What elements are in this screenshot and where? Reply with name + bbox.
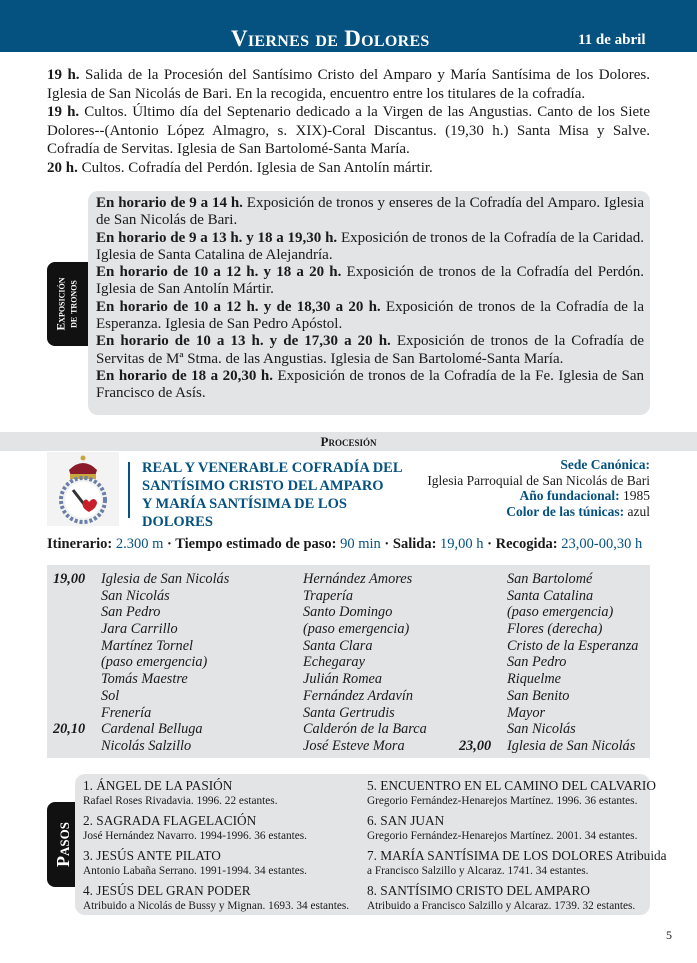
route-row [101,738,229,755]
paso-title: 6. SAN JUAN [367,813,445,828]
cofradia-title [142,459,412,531]
route-row [101,671,229,688]
route-street: Martínez Tornel [101,637,194,654]
route-street: San Benito [507,687,570,704]
tiempo-value: 90 min [336,536,381,552]
exposicion-tab [47,262,88,346]
route-column [459,571,639,755]
route-street: San Nicolás [101,587,170,604]
paso-item [367,778,656,808]
route-street: Nicolás Salzillo [101,737,192,754]
route-row [303,604,427,621]
route-street: Santa Clara [303,637,373,654]
route-street: Calderón de la Barca [303,721,427,738]
route-street: Tomás Maestre [101,671,188,688]
event-item [47,103,650,159]
paso-item [367,848,667,878]
exposicion-item [96,299,644,334]
procesion-band: Procesión [0,432,697,451]
route-row [303,588,427,605]
route-street: Trapería [303,587,354,604]
recogida-label: Recogida: [495,536,558,552]
route-street: Frenería [101,704,152,721]
route-street: San Pedro [507,654,567,671]
exposicion-text: Exposición de tronos de la Cofradía de la Esperanza. Iglesia de San Pedro Apóstol. [96,298,644,333]
route-street: Iglesia de San Nicolás [507,737,636,754]
color-value: azul [624,503,650,519]
paso-detail: Antonio Labaña Serrano. 1991-1994. 34 estantes. [83,865,308,877]
route-row [507,671,638,688]
paso-title: 7. MARÍA SANTÍSIMA DE LOS DOLORES Atribuida [367,848,667,863]
route-row [507,705,638,722]
route-street: Riquelme [507,671,561,688]
route-street: Santa Catalina [507,587,594,604]
exposicion-box [88,191,650,415]
sede-value: Iglesia Parroquial de San Nicolás de Bari [427,472,650,488]
exposicion-hours: En horario de 18 a 20,30 h. [96,367,274,384]
route-row [101,688,229,705]
exposicion-text: Exposición de tronos de la Cofradía del Perdón. Iglesia de San Antolín Mártir. [96,264,644,298]
exposicion-hours: En horario de 10 a 12 h. y de 18,30 a 20 h. [96,298,381,315]
paso-item [83,813,307,843]
route-column [303,571,427,755]
route-row [303,571,427,588]
page-title: Viernes de Dolores [231,26,430,51]
recogida-value: 23,00-00,30 h [557,536,643,552]
page-date: 11 de abril [578,32,646,48]
paso-item [367,883,635,913]
exposicion-hours: En horario de 10 a 12 h. y 18 a 20 h. [96,264,342,281]
paso-title: 1. ÁNGEL DE LA PASIÓN [83,778,233,793]
route-street: Flores (derecha) [507,621,603,638]
route-row [303,705,427,722]
paso-detail: Atribuido a Francisco Salzillo y Alcaraz. 1739. 32 estantes. [367,900,636,912]
route-street: (paso emergencia) [303,621,410,638]
route-street: Iglesia de San Nicolás [101,571,230,587]
paso-title: 8. SANTÍSIMO CRISTO DEL AMPARO [367,883,591,898]
route-street: Santo Domingo [303,604,393,621]
exposicion-item [96,264,644,299]
paso-title: 3. JESÚS ANTE PILATO [83,848,221,863]
event-text: Cultos. Cofradía del Perdón. Iglesia de San Antolín mártir. [77,159,433,176]
separator: · [380,536,393,552]
route-row [507,638,638,655]
event-time: 20 h. [47,159,78,176]
cofradia-emblem [47,452,119,526]
cofradia-title-line: SANTÍSIMO CRISTO DEL AMPARO [142,478,384,494]
route-street: Mayor [507,704,546,721]
route-row [507,721,638,738]
page-number: 5 [666,928,672,942]
exposicion-item [96,333,644,368]
event-time: 19 h. [47,104,80,121]
route-street: José Esteve Mora [303,737,405,754]
route-street: Cristo de la Esperanza [507,637,639,654]
exposicion-item [96,368,644,403]
cofradia-info [427,457,650,519]
route-table [47,565,650,758]
page-header [0,0,697,52]
route-row [303,621,427,638]
route-street: (paso emergencia) [101,654,208,671]
itinerario-value: 2.300 m [112,536,164,552]
exposicion-text: Exposición de tronos y enseres de la Cofradía del Amparo. Iglesia de San Nicolás de Bari. [96,195,645,229]
paso-item [83,848,307,878]
paso-detail: a Francisco Salzillo y Alcaraz. 1741. 34 estantes. [367,865,589,877]
ano-value: 1985 [619,488,650,503]
events-list [47,66,650,178]
ano-label: Año fundacional: [519,488,620,503]
route-street: Cardenal Belluga [101,721,203,738]
salida-label: Salida: [392,536,437,552]
event-item [47,66,650,103]
tiempo-label: Tiempo estimado de paso: [175,536,337,552]
exposicion-hours: En horario de 9 a 13 h. y 18 a 19,30 h. [96,229,338,246]
salida-value: 19,00 h [436,536,484,552]
paso-detail: Gregorio Fernández-Henarejos Martínez. 2001. 34 estantes. [367,830,638,842]
route-street: San Bartolomé [507,571,593,587]
route-time: 20,10 [53,721,86,738]
route-row [101,604,229,621]
paso-detail: Atribuido a Nicolás de Bussy y Mignan. 1693. 34 estantes. [83,900,350,912]
route-row [53,721,229,738]
cofradia-title-line: REAL Y VENERABLE COFRADÍA DEL [142,460,403,476]
exposicion-text: Exposición de tronos de la Cofradía de la Caridad. Iglesia de Santa Catalina de Alejandría. [96,229,645,263]
route-row [101,638,229,655]
route-street: San Pedro [101,604,161,621]
exposicion-item [96,195,644,230]
route-time: 19,00 [53,571,86,587]
paso-title: 2. SAGRADA FLAGELACIÓN [83,813,257,828]
route-row [101,621,229,638]
pasos-box [75,774,667,915]
route-row [507,604,638,621]
itinerario-label: Itinerario: [47,536,113,552]
exposicion-text: Exposición de tronos de la Cofradía de Servitas de Mª Stma. de las Angustias. Iglesia de San Bartolomé-Santa María. [96,333,644,367]
exposicion-hours: En horario de 9 a 14 h. [96,195,243,211]
route-street: Hernández Amores [303,571,413,587]
route-row [507,688,638,705]
exposicion-item [96,230,644,265]
route-row [101,654,229,671]
route-time: 23,00 [459,737,492,754]
route-street: San Nicolás [507,721,576,738]
route-row [303,654,427,671]
route-row [507,571,638,588]
route-row [101,705,229,722]
title-divider [128,462,130,518]
separator: · [483,536,496,552]
paso-item [83,778,278,808]
event-item [47,159,650,178]
route-row [507,621,638,638]
route-row [459,737,638,755]
route-street: Echegaray [303,654,365,671]
cofradia-title-line: Y MARÍA SANTÍSIMA DE LOS DOLORES [142,496,347,530]
route-row [303,721,427,738]
event-time: 19 h. [47,67,80,83]
route-row [303,671,427,688]
route-row [303,738,427,755]
route-row [101,588,229,605]
paso-title: 5. ENCUENTRO EN EL CAMINO DEL CALVARIO [367,778,656,793]
event-text: Salida de la Procesión del Santísimo Cristo del Amparo y María Santísima de los Dolores. Iglesia de San Nicolás de Bari. En la recogida, encuentro entre los titulares de la cofradía. [47,67,651,102]
route-street: Julián Romea [303,671,383,688]
route-row [303,688,427,705]
route-street: Santa Gertrudis [303,704,395,721]
paso-detail: José Hernández Navarro. 1994-1996. 36 estantes. [83,830,307,842]
exposicion-hours: En horario de 10 a 13 h. y de 17,30 a 20 h. [96,333,391,350]
route-column [53,571,230,755]
paso-item [83,883,349,913]
paso-detail: Gregorio Fernández-Henarejos Martínez. 1996. 36 estantes. [367,795,638,807]
route-row [507,588,638,605]
paso-item [367,813,637,843]
route-street: Sol [101,687,120,704]
route-street: Jara Carrillo [101,621,178,638]
itinerary-summary [47,536,642,553]
exposicion-text: Exposición de tronos de la Cofradía de la Fe. Iglesia de San Francisco de Asís. [96,367,644,402]
paso-title: 4. JESÚS DEL GRAN PODER [83,883,251,898]
separator: · [163,536,176,552]
sede-label: Sede Canónica: [560,457,650,472]
route-street: (paso emergencia) [507,604,614,621]
paso-detail: Rafael Roses Rivadavia. 1996. 22 estantes. [83,795,278,807]
route-street: Fernández Ardavín [303,687,413,704]
route-row [303,638,427,655]
route-row [507,654,638,671]
color-label: Color de las túnicas: [506,503,625,519]
exposicion-tab-label: Exposición de tronos [55,277,80,331]
event-text: Cultos. Último día del Septenario dedicado a la Virgen de las Angustias. Canto de los Siete Dolores--(Antonio López Almagro, s. XIX)-Coral Discantus. (19,30 h.) Santa Misa y Salve. Cofradía de Servitas. Iglesia de San Bartolomé-Santa María. [47,104,650,158]
pasos-tab-label: Pasos [53,822,73,867]
route-row [53,571,230,588]
